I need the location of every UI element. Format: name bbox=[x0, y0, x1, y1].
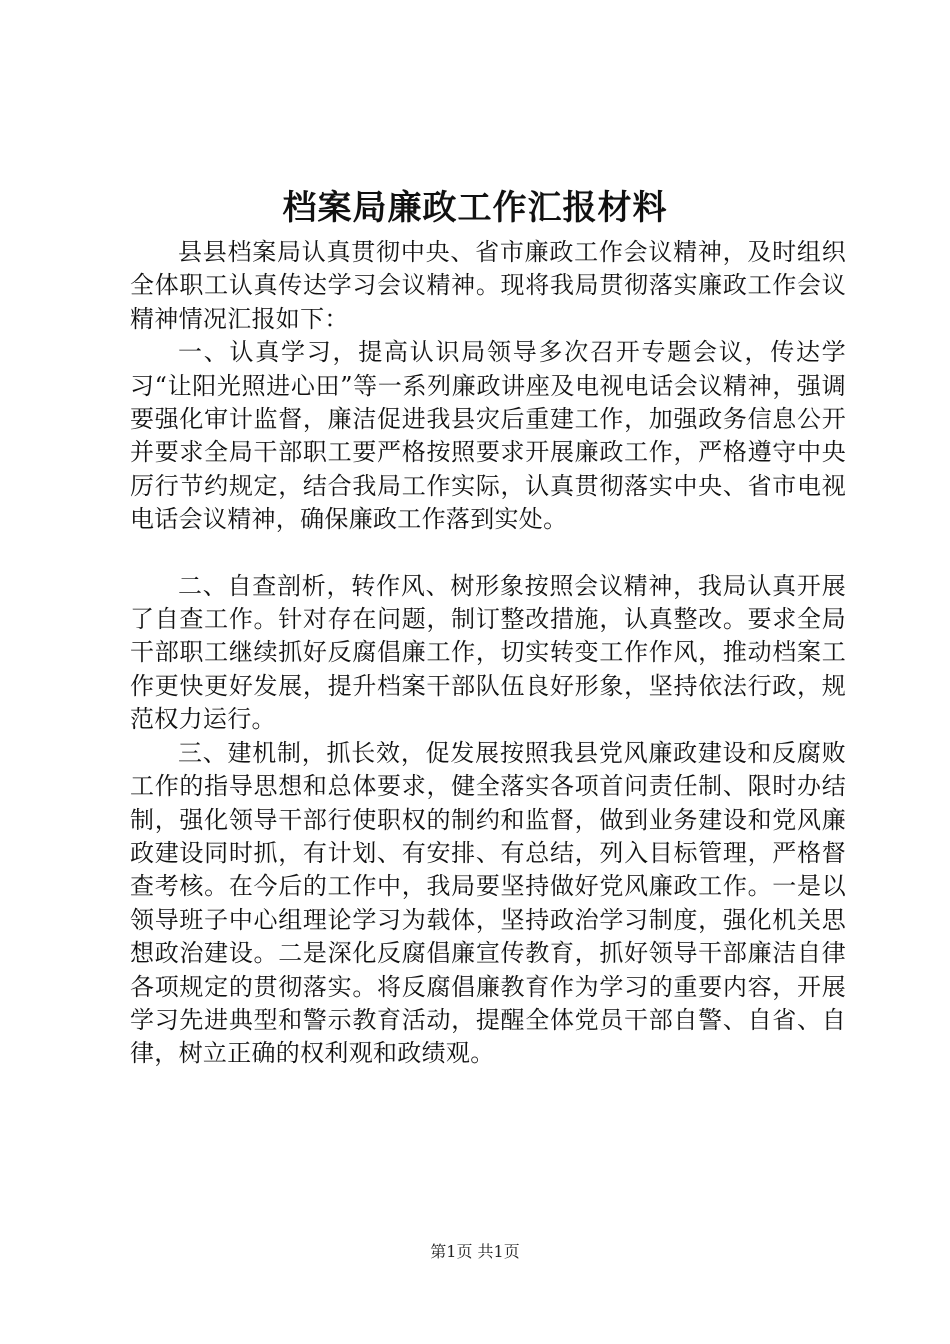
document-title: 档案局廉政工作汇报材料 bbox=[282, 188, 668, 228]
paragraph-intro: 县县档案局认真贯彻中央、省市廉政工作会议精神，及时组织全体职工认真传达学习会议精神。现将我局贯彻落实廉政工作会议精神情况汇报如下： bbox=[130, 238, 846, 333]
paragraph-section-2: 二、自查剖析，转作风、树形象按照会议精神，我局认真开展了自查工作。针对存在问题，制订整改措施，认真整改。要求全局干部职工继续抓好反腐倡廉工作，切实转变工作作风，推动档案工作更快更好发展，提升档案干部队伍良好形象，坚持依法行政，规范权力运行。 bbox=[130, 571, 846, 734]
document-body bbox=[130, 236, 846, 1071]
paragraph-section-3: 三、建机制，抓长效，促发展按照我县党风廉政建设和反腐败工作的指导思想和总体要求，健全落实各项首问责任制、限时办结制，强化领导干部行使职权的制约和监督，做到业务建设和党风廉政建设同时抓，有计划、有安排、有总结，列入目标管理，严格督查考核。在今后的工作中，我局要坚持做好党风廉政工作。一是以领导班子中心组理论学习为载体，坚持政治学习制度，强化机关思想政治建设。二是深化反腐倡廉宣传教育，抓好领导干部廉洁自律各项规定的贯彻落实。将反腐倡廉教育作为学习的重要内容，开展学习先进典型和警示教育活动，提醒全体党员干部自警、自省、自律，树立正确的权利观和政绩观。 bbox=[130, 738, 846, 1068]
page-footer: 第1页 共1页 bbox=[430, 1242, 520, 1261]
paragraph-section-1: 一、认真学习，提高认识局领导多次召开专题会议，传达学习“让阳光照进心田”等一系列廉政讲座及电视电话会议精神，强调要强化审计监督，廉洁促进我县灾后重建工作，加强政务信息公开并要求全局干部职工要严格按照要求开展廉政工作，严格遵守中央厉行节约规定，结合我局工作实际，认真贯彻落实中央、省市电视电话会议精神，确保廉政工作落到实处。 bbox=[130, 338, 846, 534]
